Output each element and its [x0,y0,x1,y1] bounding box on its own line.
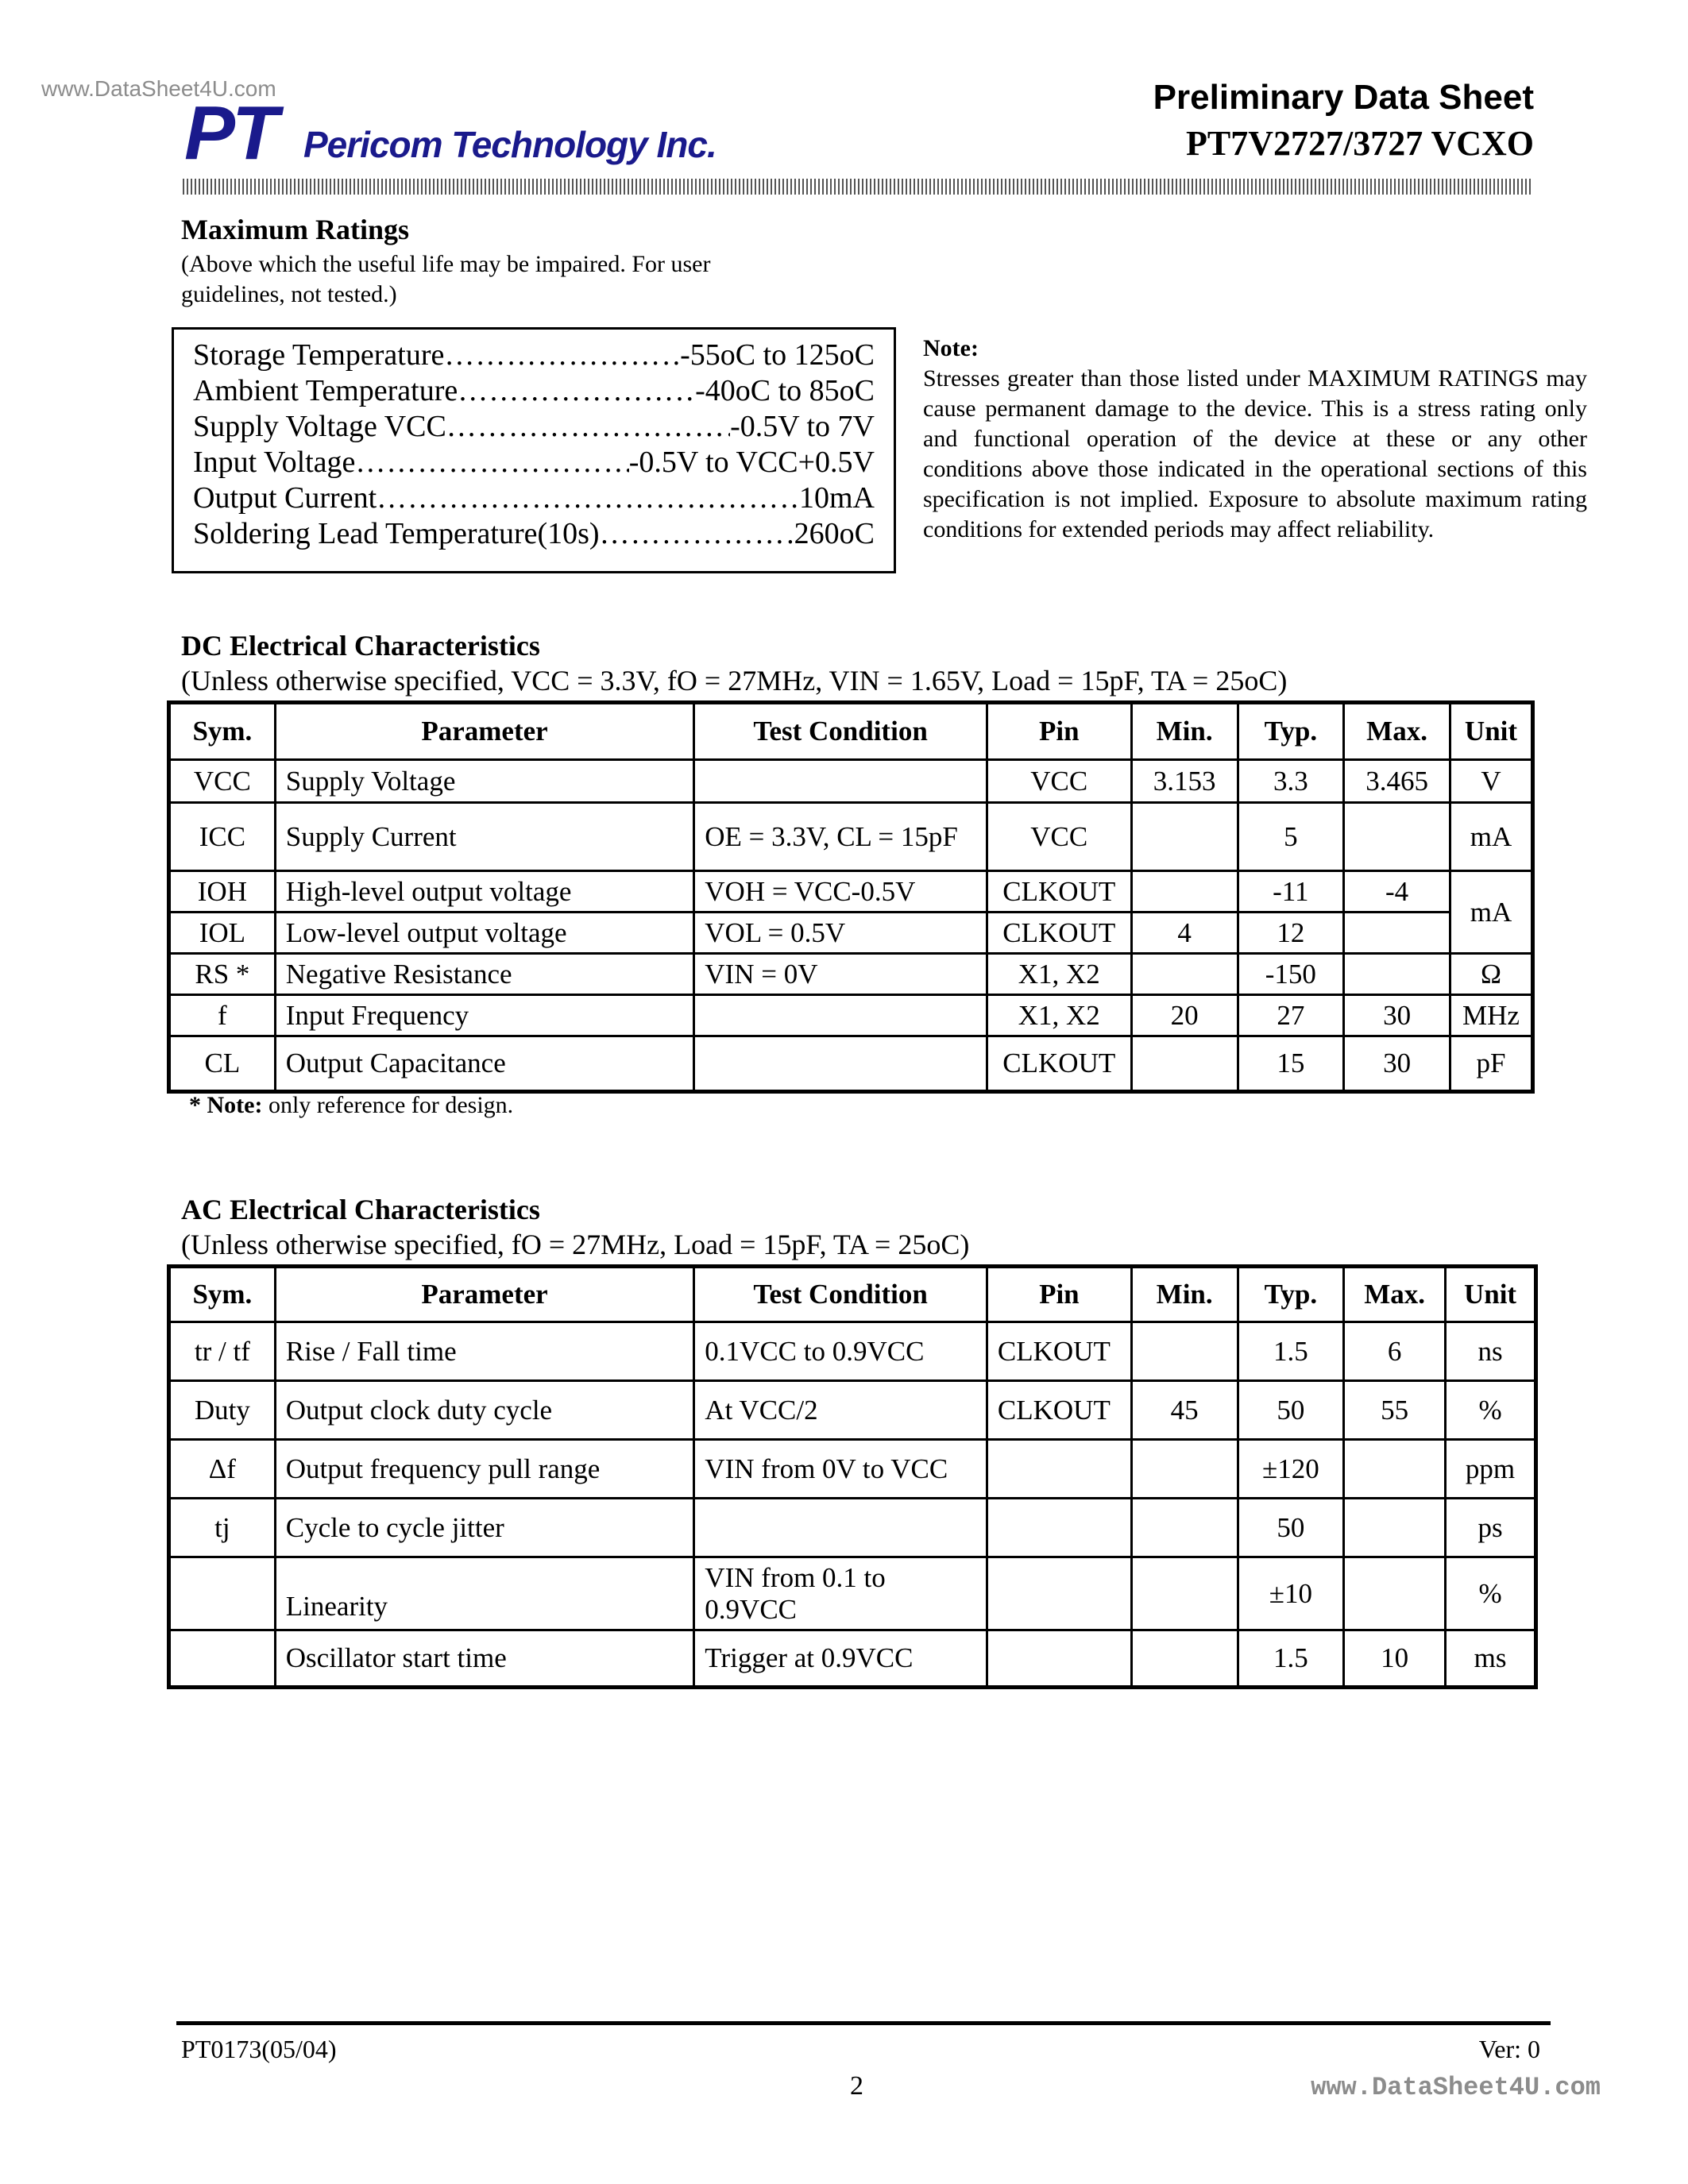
col-header-test-condition: Test Condition [694,703,987,760]
cell-pin [987,1557,1131,1630]
cell-min: 45 [1131,1381,1238,1440]
rating-label: Storage Temperature [193,338,445,372]
table-row [169,803,1533,871]
cell-max [1344,1557,1446,1630]
table-row [169,871,1533,913]
cell-sym: Δf [169,1440,276,1499]
note-title: Note: [923,335,979,361]
table-row [169,995,1533,1036]
cell-sym: f [169,995,276,1036]
cell-min [1131,1440,1238,1499]
cell-typ: 1.5 [1238,1322,1344,1381]
company-logo-mark: PT [184,91,276,176]
cell-test-condition: VIN from 0.1 to 0.9VCC [694,1557,987,1630]
table-row [169,1440,1536,1499]
cell-typ: 3.3 [1238,760,1344,803]
cell-sym: RS * [169,954,276,995]
version: Ver: 0 [1478,2035,1540,2063]
cell-pin: VCC [987,760,1131,803]
cell-unit: V [1450,760,1532,803]
col-header-parameter: Parameter [275,1267,694,1322]
dc-footnote [189,1092,513,1119]
col-header-parameter: Parameter [275,703,694,760]
col-header-pin: Pin [987,703,1131,760]
cell-typ: 1.5 [1238,1630,1344,1688]
cell-sym: CL [169,1036,276,1092]
cell-max: 55 [1344,1381,1446,1440]
cell-test-condition: Trigger at 0.9VCC [694,1630,987,1688]
cell-test-condition [694,995,987,1036]
rating-label: Soldering Lead Temperature(10s) [193,517,600,550]
cell-pin [987,1630,1131,1688]
cell-unit: ps [1446,1499,1536,1557]
leader-dots [600,516,794,552]
cell-pin: CLKOUT [987,871,1131,913]
rating-value: -40oC to 85oC [695,374,875,407]
max-ratings-title: Maximum Ratings [181,214,409,245]
cell-pin [987,1499,1131,1557]
cell-max: 6 [1344,1322,1446,1381]
cell-max [1344,803,1450,871]
cell-sym: Duty [169,1381,276,1440]
table-row [169,1036,1533,1092]
cell-parameter: Low-level output voltage [275,913,694,954]
rating-value: 10mA [799,481,875,515]
cell-min: 4 [1131,913,1238,954]
cell-sym: ICC [169,803,276,871]
rating-label: Input Voltage [193,446,356,479]
rating-value: -55oC to 125oC [680,338,875,372]
cell-typ: ±10 [1238,1557,1344,1630]
rating-label: Output Current [193,481,377,515]
table-row [169,760,1533,803]
cell-typ: 50 [1238,1499,1344,1557]
page-number: 2 [850,2071,863,2101]
cell-min [1131,803,1238,871]
cell-max [1344,954,1450,995]
cell-parameter: Input Frequency [275,995,694,1036]
max-ratings-subtitle-2: guidelines, not tested.) [181,281,397,307]
watermark-bottom[interactable]: www.DataSheet4U.com [1311,2073,1601,2102]
table-row [169,913,1533,954]
cell-sym: VCC [169,760,276,803]
max-ratings-box [172,327,896,573]
footer-rule [176,2021,1551,2025]
table-row [169,1630,1536,1688]
leader-dots [446,409,730,445]
cell-unit: ms [1446,1630,1536,1688]
cell-unit: % [1446,1381,1536,1440]
cell-parameter: Oscillator start time [275,1630,694,1688]
dc-subtitle: (Unless otherwise specified, VCC = 3.3V, fO = 27MHz, VIN = 1.65V, Load = 15pF, TA = 25oC) [181,665,1288,696]
col-header-max: Max. [1344,703,1450,760]
col-header-sym: Sym. [169,1267,276,1322]
cell-test-condition [694,760,987,803]
company-name: Pericom Technology Inc. [303,124,717,165]
cell-max: 10 [1344,1630,1446,1688]
table-row [169,1381,1536,1440]
dc-title: DC Electrical Characteristics [181,630,540,662]
footnote-label: * Note: [189,1092,263,1118]
cell-test-condition: 0.1VCC to 0.9VCC [694,1322,987,1381]
cell-min [1131,1322,1238,1381]
cell-unit: Ω [1450,954,1532,995]
max-ratings-subtitle-1: (Above which the useful life may be impaired. For user [181,251,711,277]
rating-input-voltage [193,445,875,480]
cell-unit: MHz [1450,995,1532,1036]
footnote-text: only reference for design. [262,1092,514,1118]
cell-parameter: Supply Current [275,803,694,871]
cell-unit: mA [1450,871,1532,954]
cell-parameter: Output clock duty cycle [275,1381,694,1440]
col-header-unit: Unit [1450,703,1532,760]
cell-pin: CLKOUT [987,913,1131,954]
cell-typ: 12 [1238,913,1344,954]
cell-pin [987,1440,1131,1499]
cell-test-condition: VIN = 0V [694,954,987,995]
cell-sym: tj [169,1499,276,1557]
cell-min [1131,1630,1238,1688]
doc-code: PT0173(05/04) [181,2035,337,2063]
table-row [169,1499,1536,1557]
rating-value: 260oC [794,517,875,550]
ac-table [167,1264,1538,1689]
rating-ambient-temp [193,373,875,409]
col-header-unit: Unit [1446,1267,1536,1322]
rating-label: Ambient Temperature [193,374,458,407]
dc-header-row [169,703,1533,760]
col-header-sym: Sym. [169,703,276,760]
max-ratings-note [923,334,1587,545]
cell-typ: -11 [1238,871,1344,913]
cell-sym: IOH [169,871,276,913]
ac-subtitle: (Unless otherwise specified, fO = 27MHz, Load = 15pF, TA = 25oC) [181,1229,970,1260]
cell-max [1344,913,1450,954]
cell-sym [169,1557,276,1630]
cell-pin: CLKOUT [987,1036,1131,1092]
cell-typ: 50 [1238,1381,1344,1440]
rating-storage-temp [193,338,875,373]
cell-typ: ±120 [1238,1440,1344,1499]
cell-typ: 27 [1238,995,1344,1036]
col-header-test-condition: Test Condition [694,1267,987,1322]
part-number-title: PT7V2727/3727 VCXO [1186,124,1534,163]
col-header-min: Min. [1131,703,1238,760]
cell-unit: ns [1446,1322,1536,1381]
cell-parameter: Rise / Fall time [275,1322,694,1381]
cell-min [1131,1036,1238,1092]
cell-pin: CLKOUT [987,1322,1131,1381]
cell-parameter: Supply Voltage [275,760,694,803]
cell-test-condition: VIN from 0V to VCC [694,1440,987,1499]
col-header-typ: Typ. [1238,703,1344,760]
cell-min: 20 [1131,995,1238,1036]
cell-pin: X1, X2 [987,954,1131,995]
table-row [169,1322,1536,1381]
cell-unit: mA [1450,803,1532,871]
cell-typ: 5 [1238,803,1344,871]
cell-max: -4 [1344,871,1450,913]
cell-typ: 15 [1238,1036,1344,1092]
cell-min: 3.153 [1131,760,1238,803]
cell-sym: IOL [169,913,276,954]
cell-test-condition [694,1499,987,1557]
cell-unit: % [1446,1557,1536,1630]
cell-max: 30 [1344,1036,1450,1092]
cell-test-condition: VOH = VCC-0.5V [694,871,987,913]
cell-parameter: High-level output voltage [275,871,694,913]
cell-sym: tr / tf [169,1322,276,1381]
rating-output-current [193,480,875,516]
leader-dots [458,373,695,409]
rating-soldering-temp [193,516,875,552]
leader-dots [444,338,680,373]
cell-max: 30 [1344,995,1450,1036]
doc-type-title: Preliminary Data Sheet [1153,78,1534,117]
cell-sym [169,1630,276,1688]
ac-header-row [169,1267,1536,1322]
cell-pin: VCC [987,803,1131,871]
cell-test-condition: OE = 3.3V, CL = 15pF [694,803,987,871]
cell-unit: ppm [1446,1440,1536,1499]
col-header-max: Max. [1344,1267,1446,1322]
col-header-pin: Pin [987,1267,1131,1322]
col-header-typ: Typ. [1238,1267,1344,1322]
leader-dots [355,445,628,480]
rating-value: -0.5V to VCC+0.5V [628,446,875,479]
cell-parameter: Output frequency pull range [275,1440,694,1499]
cell-typ: -150 [1238,954,1344,995]
header-rule [183,179,1533,195]
rating-label: Supply Voltage VCC [193,410,446,443]
cell-test-condition: At VCC/2 [694,1381,987,1440]
cell-min [1131,954,1238,995]
cell-test-condition: VOL = 0.5V [694,913,987,954]
cell-parameter: Cycle to cycle jitter [275,1499,694,1557]
cell-parameter: Linearity [275,1557,694,1630]
cell-unit: pF [1450,1036,1532,1092]
ac-title: AC Electrical Characteristics [181,1194,540,1225]
rating-value: -0.5V to 7V [730,410,875,443]
table-row [169,954,1533,995]
col-header-min: Min. [1131,1267,1238,1322]
cell-min [1131,1499,1238,1557]
cell-test-condition [694,1036,987,1092]
cell-max [1344,1440,1446,1499]
cell-parameter: Output Capacitance [275,1036,694,1092]
cell-pin: CLKOUT [987,1381,1131,1440]
cell-min [1131,871,1238,913]
cell-max [1344,1499,1446,1557]
cell-min [1131,1557,1238,1630]
note-text: Stresses greater than those listed under MAXIMUM RATINGS may cause permanent damage to the device. This is a stress rating only and functional operation of the device at these or any other conditions above those indicated in the operational sections of this specification is not implied. Exposure to absolute maximum rating conditions for extended periods may affect reliability. [923,365,1587,542]
leader-dots [377,480,799,516]
dc-table [167,700,1535,1094]
cell-max: 3.465 [1344,760,1450,803]
cell-parameter: Negative Resistance [275,954,694,995]
cell-pin: X1, X2 [987,995,1131,1036]
watermark-top[interactable]: www.DataSheet4U.com [41,76,276,101]
table-row [169,1557,1536,1630]
rating-supply-voltage [193,409,875,445]
